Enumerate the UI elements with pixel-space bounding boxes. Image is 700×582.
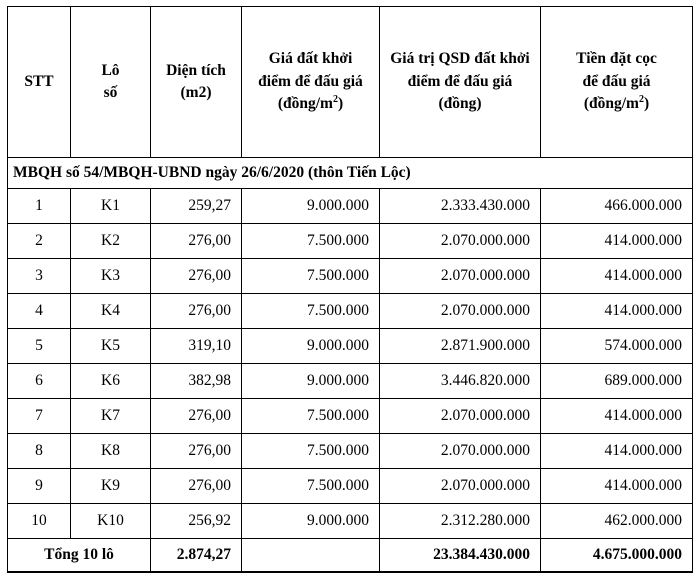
cell-area: 276,00 [151,434,242,469]
cell-stt: 7 [8,399,71,434]
header-stt: STT [8,7,71,158]
cell-stt: 4 [8,294,71,329]
table-row [8,504,693,539]
cell-deposit: 414.000.000 [541,224,693,259]
cell-deposit: 466.000.000 [541,189,693,224]
header-starting-value: Giá trị QSD đất khởi điểm để đấu giá (đồng) [380,7,541,158]
cell-deposit: 414.000.000 [541,434,693,469]
cell-price: 9.000.000 [242,504,380,539]
cell-area: 276,00 [151,294,242,329]
cell-value: 2.070.000.000 [380,294,541,329]
cell-area: 259,27 [151,189,242,224]
cell-price: 7.500.000 [242,399,380,434]
cell-stt: 2 [8,224,71,259]
cell-area: 256,92 [151,504,242,539]
section-title: MBQH số 54/MBQH-UBND ngày 26/6/2020 (thôn Tiến Lộc) [8,158,693,189]
auction-lot-table [7,6,693,573]
cell-lot: K7 [71,399,151,434]
cell-lot: K2 [71,224,151,259]
cell-area: 276,00 [151,259,242,294]
cell-stt: 8 [8,434,71,469]
cell-area: 382,98 [151,364,242,399]
total-price [242,539,380,573]
total-deposit: 4.675.000.000 [541,539,693,573]
cell-deposit: 574.000.000 [541,329,693,364]
cell-deposit: 462.000.000 [541,504,693,539]
cell-value: 2.070.000.000 [380,469,541,504]
table-row [8,469,693,504]
cell-price: 9.000.000 [242,189,380,224]
cell-stt: 9 [8,469,71,504]
cell-price: 7.500.000 [242,434,380,469]
cell-value: 2.333.430.000 [380,189,541,224]
total-row [8,539,693,573]
table-row [8,294,693,329]
cell-lot: K4 [71,294,151,329]
cell-stt: 6 [8,364,71,399]
cell-value: 2.312.280.000 [380,504,541,539]
header-starting-price: Giá đất khởi điểm để đấu giá $(đồng/m^2)$ [242,7,380,158]
cell-stt: 1 [8,189,71,224]
cell-area: 319,10 [151,329,242,364]
table-row [8,364,693,399]
cell-value: 2.871.900.000 [380,329,541,364]
cell-value: 2.070.000.000 [380,399,541,434]
cell-price: 9.000.000 [242,364,380,399]
cell-value: 3.446.820.000 [380,364,541,399]
header-deposit: Tiền đặt cọc để đấu giá $(đồng/m^2)$ [541,7,693,158]
table-header-row [8,7,693,158]
table-row [8,259,693,294]
cell-lot: K3 [71,259,151,294]
table-row [8,434,693,469]
table-row [8,189,693,224]
cell-price: 7.500.000 [242,294,380,329]
cell-area: 276,00 [151,469,242,504]
total-label: Tổng 10 lô [8,539,151,573]
cell-deposit: 414.000.000 [541,399,693,434]
cell-value: 2.070.000.000 [380,259,541,294]
total-area: 2.874,27 [151,539,242,573]
cell-lot: K9 [71,469,151,504]
section-title-row [8,158,693,189]
cell-stt: 3 [8,259,71,294]
cell-area: 276,00 [151,224,242,259]
table-row [8,329,693,364]
cell-lot: K5 [71,329,151,364]
cell-price: 7.500.000 [242,469,380,504]
cell-deposit: 414.000.000 [541,469,693,504]
cell-lot: K8 [71,434,151,469]
header-lot-number: Lô số [71,7,151,158]
cell-lot: K1 [71,189,151,224]
cell-deposit: 414.000.000 [541,294,693,329]
cell-price: 7.500.000 [242,259,380,294]
cell-lot: K10 [71,504,151,539]
cell-value: 2.070.000.000 [380,224,541,259]
cell-value: 2.070.000.000 [380,434,541,469]
cell-stt: 10 [8,504,71,539]
cell-deposit: 414.000.000 [541,259,693,294]
cell-deposit: 689.000.000 [541,364,693,399]
total-value: 23.384.430.000 [380,539,541,573]
header-area: Diện tích (m2) [151,7,242,158]
table-row [8,399,693,434]
cell-price: 7.500.000 [242,224,380,259]
cell-area: 276,00 [151,399,242,434]
cell-price: 9.000.000 [242,329,380,364]
cell-stt: 5 [8,329,71,364]
table-row [8,224,693,259]
cell-lot: K6 [71,364,151,399]
